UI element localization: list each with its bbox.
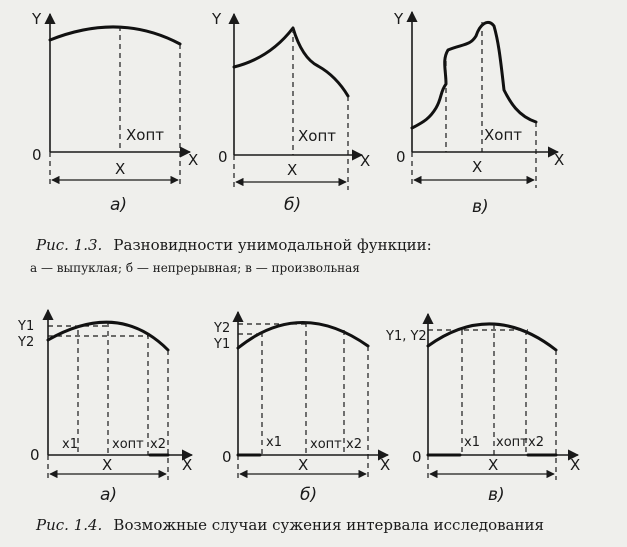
- fig14-panel-c: [385, 314, 580, 505]
- fig14a-xopt-label: xопт: [112, 437, 144, 452]
- fig14c-interval-label: X: [488, 456, 499, 474]
- fig13-caption-prefix: Рис. 1.3.: [36, 236, 103, 254]
- fig14c-x2-label: x2: [528, 435, 544, 450]
- fig14b-y1-label: Y1: [214, 337, 231, 352]
- fig14a-x1-label: x1: [62, 437, 78, 452]
- figure-1-4: [17, 310, 580, 534]
- fig13b-x-axis-label: X: [360, 152, 371, 170]
- fig13b-origin: 0: [218, 148, 228, 166]
- fig13-panel-c: [393, 10, 564, 217]
- fig14-caption: [35, 515, 544, 534]
- fig14b-sub-label: б): [300, 485, 318, 505]
- fig14a-x-axis-label: X: [182, 456, 193, 474]
- fig13-caption: [35, 235, 432, 254]
- fig14a-origin: 0: [30, 446, 40, 464]
- fig13c-curve: [412, 22, 536, 128]
- fig14-panel-b: [213, 312, 390, 505]
- fig13c-interval-label: X: [472, 158, 483, 176]
- fig14b-origin: 0: [222, 448, 232, 466]
- fig14-caption-text: Возможные случаи сужения интервала исследования: [113, 516, 544, 534]
- fig13a-sub-label: а): [110, 195, 128, 215]
- fig14c-sub-label: в): [488, 485, 505, 505]
- fig14c-y-pair-label: Y1, Y2: [386, 329, 427, 344]
- fig14c-curve: [428, 324, 556, 350]
- fig14b-x1-label: x1: [266, 435, 282, 450]
- fig13c-sub-label: в): [472, 197, 489, 217]
- fig13c-origin: 0: [396, 148, 406, 166]
- fig14b-interval-label: X: [298, 456, 309, 474]
- fig13a-x-axis-label: X: [188, 151, 199, 169]
- fig13-panel-a: [31, 10, 198, 215]
- fig13a-xopt-label: Xопт: [126, 126, 164, 144]
- fig13b-y-label: Y: [212, 10, 222, 28]
- fig13b-xopt-label: Xопт: [298, 127, 336, 145]
- fig13-panel-b: [211, 10, 370, 215]
- fig14c-origin: 0: [412, 448, 422, 466]
- fig14b-x2-label: x2: [346, 437, 362, 452]
- fig14a-x2-label: x2: [150, 437, 166, 452]
- fig14-caption-prefix: Рис. 1.4.: [36, 516, 103, 534]
- figure-1-3: [30, 10, 564, 275]
- fig13c-x-axis-label: X: [554, 151, 565, 169]
- fig13-legend: а — выпуклая; б — непрерывная; в — произвольная: [30, 261, 360, 275]
- fig14c-xopt-label: xопт: [496, 435, 528, 450]
- fig13c-xopt-label: Xопт: [484, 126, 522, 144]
- fig14b-x-axis-label: X: [380, 456, 391, 474]
- fig13a-origin: 0: [32, 146, 42, 164]
- fig14a-interval-label: X: [102, 456, 113, 474]
- fig14c-x1-label: x1: [464, 435, 480, 450]
- fig13a-interval-label: X: [115, 160, 126, 178]
- fig14c-x-axis-label: X: [570, 456, 581, 474]
- fig13c-y-label: Y: [394, 10, 404, 28]
- fig13a-curve: [50, 27, 180, 44]
- fig14b-y2-label: Y2: [214, 321, 231, 336]
- fig13b-interval-label: X: [287, 161, 298, 179]
- fig13b-curve: [234, 28, 348, 96]
- fig14-panel-a: [17, 310, 192, 505]
- fig14b-curve: [238, 322, 368, 348]
- fig14b-xopt-label: xопт: [310, 437, 342, 452]
- fig14a-sub-label: а): [100, 485, 118, 505]
- fig14a-y2-label: Y2: [18, 335, 35, 350]
- fig13-caption-text: Разновидности унимодальной функции:: [113, 236, 432, 254]
- fig14a-y1-label: Y1: [18, 319, 35, 334]
- fig13b-sub-label: б): [284, 195, 302, 215]
- fig13a-y-label: Y: [32, 10, 42, 28]
